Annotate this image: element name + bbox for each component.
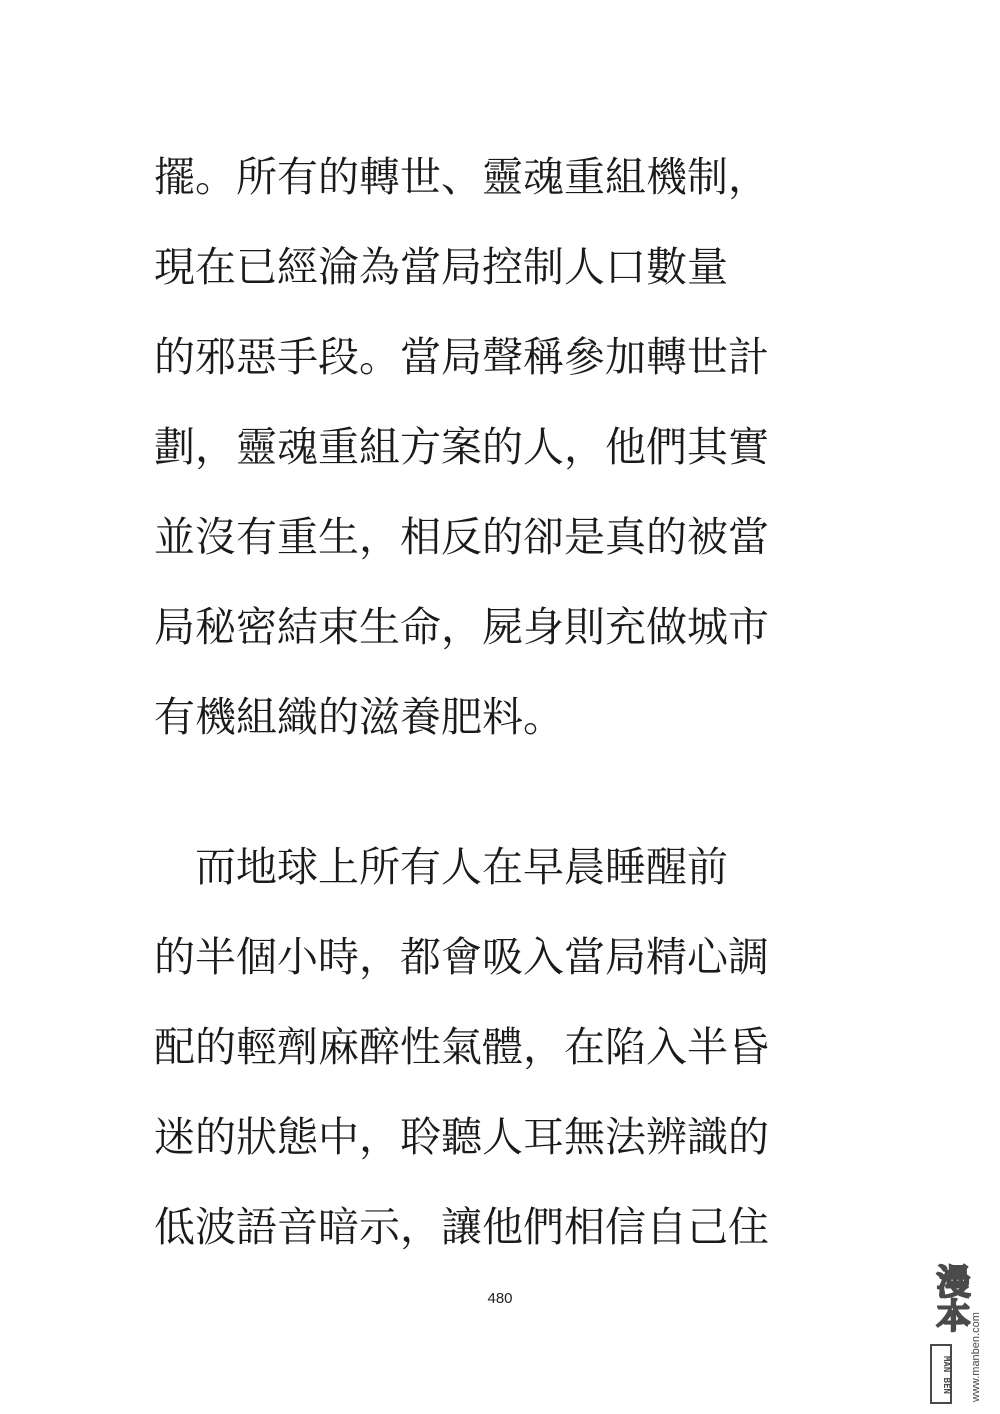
text-line-12: 低波語音暗示，讓他們相信自己住	[154, 1203, 769, 1251]
watermark-box-text: MAN BEN	[930, 1344, 952, 1404]
watermark-url: www.manben.com	[970, 1312, 982, 1402]
text-line-11: 迷的狀態中，聆聽人耳無法辨識的	[154, 1113, 769, 1161]
text-line-2: 現在已經淪為當局控制人口數量	[154, 243, 728, 291]
text-line-3: 的邪惡手段。當局聲稱參加轉世計	[154, 333, 769, 381]
text-line-4: 劃，靈魂重組方案的人，他們其實	[154, 423, 769, 471]
text-line-6: 局秘密結束生命，屍身則充做城市	[154, 603, 769, 651]
page-number: 480	[487, 1290, 513, 1307]
text-line-5: 並沒有重生，相反的卻是真的被當	[154, 513, 769, 561]
text-line-7: 有機組織的滋養肥料。	[154, 693, 564, 741]
text-line-1: 擺。所有的轉世、靈魂重組機制，	[154, 153, 769, 201]
text-line-10: 配的輕劑麻醉性氣體，在陷入半昏	[154, 1023, 769, 1071]
text-line-8: 而地球上所有人在早晨睡醒前	[195, 843, 728, 891]
watermark-logo-text: 漫本	[930, 1264, 970, 1332]
watermark-logo	[928, 1264, 992, 1406]
text-line-9: 的半個小時，都會吸入當局精心調	[154, 933, 769, 981]
